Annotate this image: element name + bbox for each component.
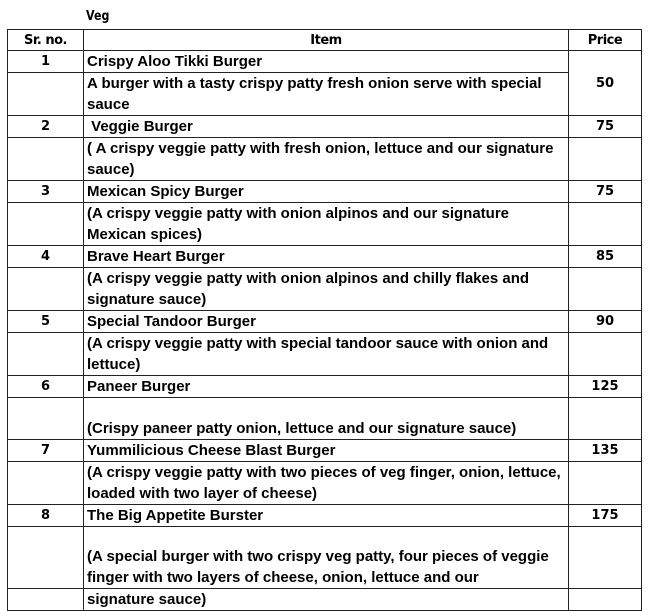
sr-empty xyxy=(8,462,84,505)
item-name: Mexican Spicy Burger xyxy=(84,181,569,203)
item-name: Paneer Burger xyxy=(84,376,569,398)
table-row-description xyxy=(8,268,642,311)
item-name: Special Tandoor Burger xyxy=(84,311,569,333)
item-name: Yummilicious Cheese Blast Burger xyxy=(84,440,569,462)
price-empty xyxy=(569,398,642,440)
table-row xyxy=(8,51,642,73)
header-sr-no: Sr. no. xyxy=(8,30,84,51)
item-description: (A crispy veggie patty with special tandoor sauce with onion and lettuce) xyxy=(84,333,569,376)
sr-no: 8 xyxy=(8,505,84,527)
table-row-description xyxy=(8,333,642,376)
sr-no: 3 xyxy=(8,181,84,203)
table-row-description xyxy=(8,203,642,246)
item-price: 90 xyxy=(569,311,642,333)
sr-empty xyxy=(8,333,84,376)
sr-no: 6 xyxy=(8,376,84,398)
price-empty xyxy=(569,333,642,376)
sr-no: 5 xyxy=(8,311,84,333)
table-row xyxy=(8,505,642,527)
item-description: (A crispy veggie patty with two pieces of veg finger, onion, lettuce, loaded with two layer of cheese) xyxy=(84,462,569,505)
table-caption: Veg xyxy=(86,9,110,24)
table-header xyxy=(8,30,642,51)
sr-empty xyxy=(8,203,84,246)
price-empty xyxy=(569,527,642,589)
sr-no: 7 xyxy=(8,440,84,462)
sr-empty xyxy=(8,527,84,589)
table-row-description xyxy=(8,138,642,181)
item-name: Veggie Burger xyxy=(84,116,569,138)
sr-empty xyxy=(8,138,84,181)
header-price: Price xyxy=(569,30,642,51)
item-price: 135 xyxy=(569,440,642,462)
table-row-description xyxy=(8,398,642,440)
table-row-description xyxy=(8,527,642,589)
table-row xyxy=(8,440,642,462)
sr-empty xyxy=(8,268,84,311)
table-row xyxy=(8,376,642,398)
item-price: 75 xyxy=(569,181,642,203)
item-description: (Crispy paneer patty onion, lettuce and our signature sauce) xyxy=(84,398,569,440)
item-price: 75 xyxy=(569,116,642,138)
price-empty xyxy=(569,462,642,505)
item-description: ( A crispy veggie patty with fresh onion, lettuce and our signature sauce) xyxy=(84,138,569,181)
sr-no: 1 xyxy=(8,51,84,73)
table-row-description-cont xyxy=(8,589,642,611)
sr-no: 4 xyxy=(8,246,84,268)
item-price: 175 xyxy=(569,505,642,527)
header-item: Item xyxy=(84,30,569,51)
sr-no: 2 xyxy=(8,116,84,138)
table-row-description xyxy=(8,462,642,505)
price-empty xyxy=(569,268,642,311)
item-description: (A special burger with two crispy veg patty, four pieces of veggie finger with two layers of cheese, onion, lettuce and our xyxy=(84,527,569,589)
table-row xyxy=(8,116,642,138)
sr-empty xyxy=(8,73,84,116)
item-description-cont: signature sauce) xyxy=(84,589,569,611)
sr-empty xyxy=(8,398,84,440)
price-empty xyxy=(569,138,642,181)
item-price: 85 xyxy=(569,246,642,268)
item-name: Brave Heart Burger xyxy=(84,246,569,268)
item-description: (A crispy veggie patty with onion alpinos and chilly flakes and signature sauce) xyxy=(84,268,569,311)
table-row xyxy=(8,181,642,203)
item-name: Crispy Aloo Tikki Burger xyxy=(84,51,569,73)
item-price: 50 xyxy=(569,51,642,116)
menu-table xyxy=(7,29,642,611)
table-row-description xyxy=(8,73,642,116)
item-description: A burger with a tasty crispy patty fresh onion serve with special sauce xyxy=(84,73,569,116)
item-description: (A crispy veggie patty with onion alpinos and our signature Mexican spices) xyxy=(84,203,569,246)
item-price: 125 xyxy=(569,376,642,398)
table-row xyxy=(8,246,642,268)
price-empty xyxy=(569,203,642,246)
sr-empty xyxy=(8,589,84,611)
item-name: The Big Appetite Burster xyxy=(84,505,569,527)
price-empty xyxy=(569,589,642,611)
table-row xyxy=(8,311,642,333)
